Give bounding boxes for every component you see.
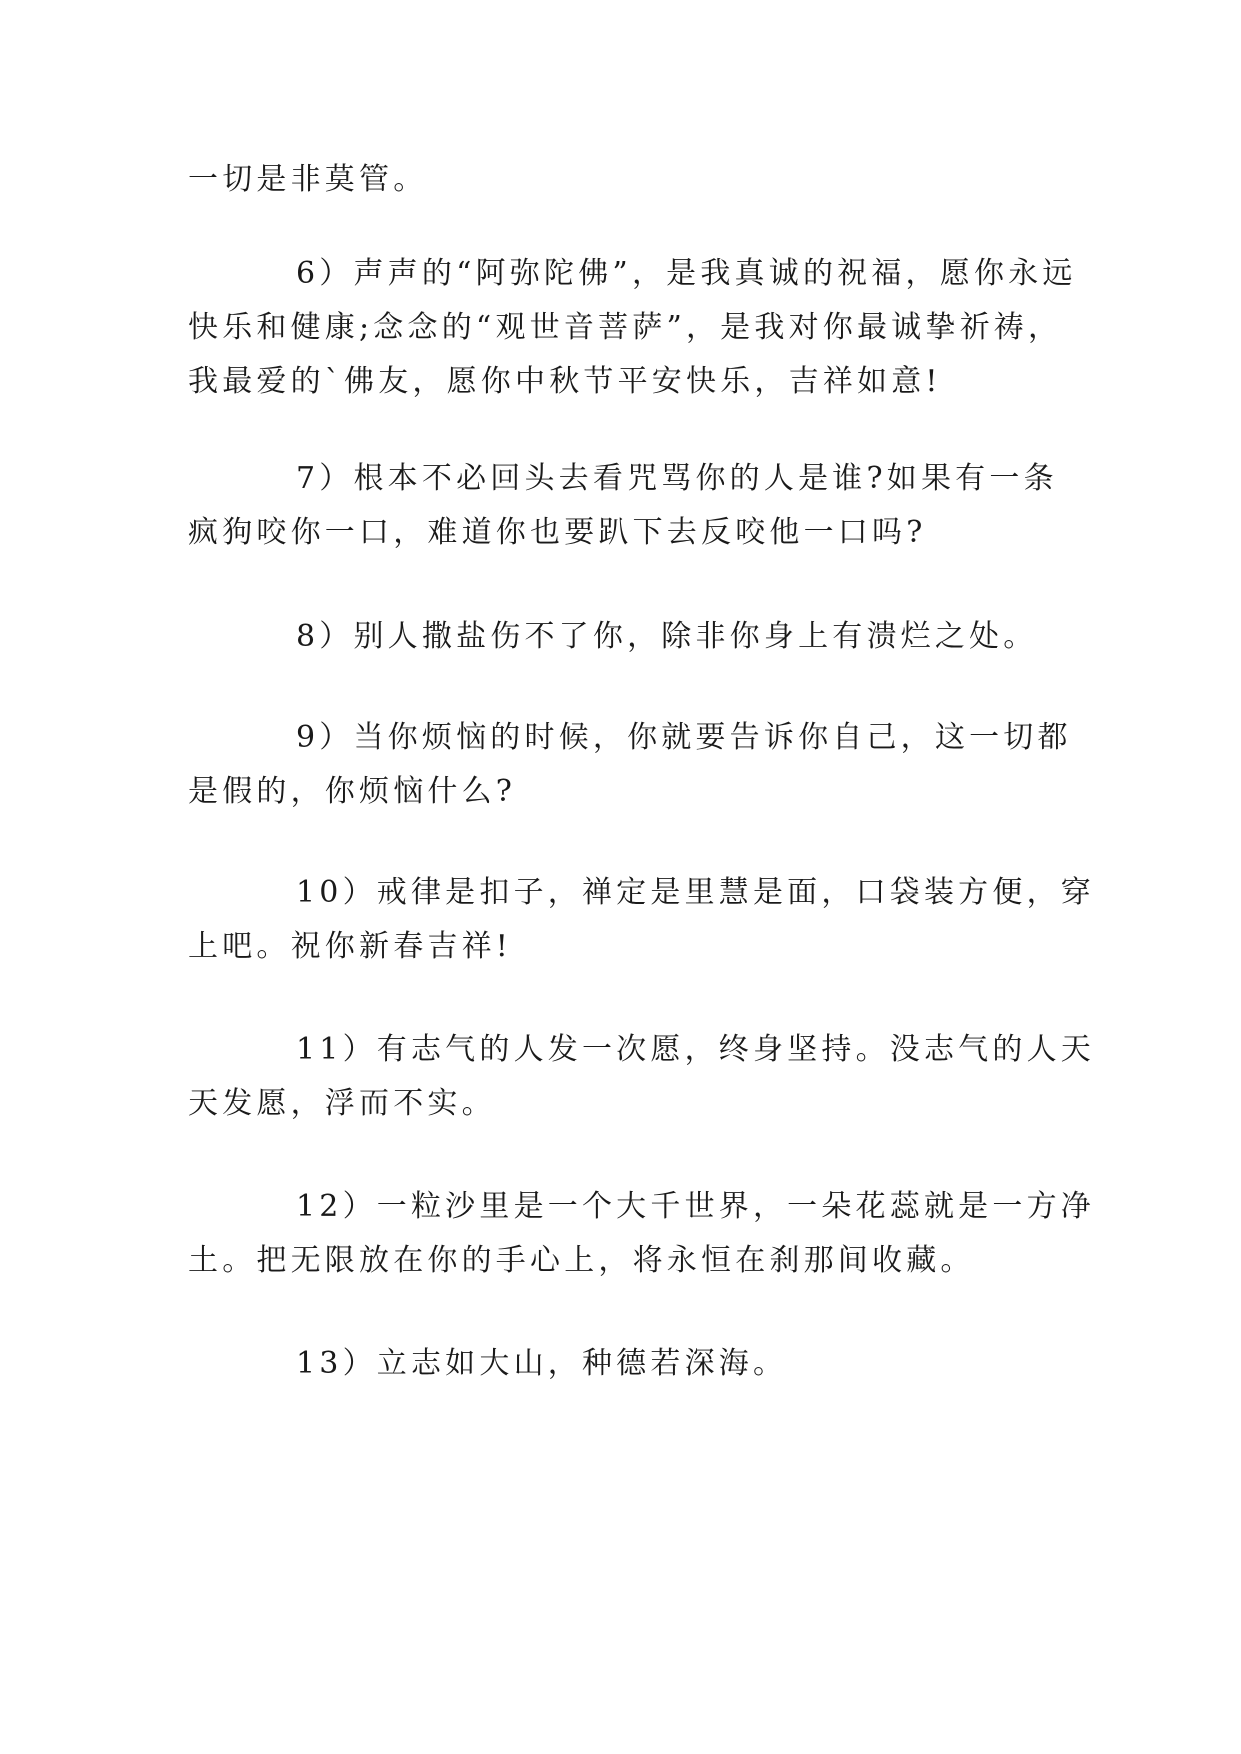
paragraph-line: 13）立志如大山，种德若深海。 — [296, 1346, 788, 1381]
paragraph-line: 6）声声的“阿弥陀佛”，是我真诚的祝福，愿你永远 — [296, 256, 1077, 291]
paragraph-line: 9）当你烦恼的时候，你就要告诉你自己，这一切都 — [296, 720, 1072, 755]
paragraph-line: 疯狗咬你一口，难道你也要趴下去反咬他一口吗? — [188, 515, 927, 550]
paragraph-line: 10）戒律是扣子，禅定是里慧是面，口袋装方便，穿 — [296, 875, 1095, 910]
paragraph-line: 12）一粒沙里是一个大千世界，一朵花蕊就是一方净 — [296, 1189, 1095, 1224]
paragraph-line: 8）别人撒盐伤不了你，除非你身上有溃烂之处。 — [296, 619, 1038, 654]
paragraph-line: 11）有志气的人发一次愿，终身坚持。没志气的人天 — [296, 1032, 1095, 1067]
paragraph-line: 天发愿，浮而不实。 — [188, 1086, 496, 1121]
paragraph-line: 土。把无限放在你的手心上，将永恒在刹那间收藏。 — [188, 1243, 975, 1278]
paragraph-line: 上吧。祝你新春吉祥! — [188, 929, 513, 964]
paragraph-line: 我最爱的`佛友，愿你中秋节平安快乐，吉祥如意! — [188, 364, 942, 399]
paragraph-line: 7）根本不必回头去看咒骂你的人是谁?如果有一条 — [296, 461, 1058, 496]
paragraph-line: 快乐和健康;念念的“观世音菩萨”，是我对你最诚挚祈祷， — [188, 310, 1063, 345]
paragraph-line: 一切是非莫管。 — [188, 162, 428, 197]
paragraph-line: 是假的，你烦恼什么? — [188, 774, 517, 809]
